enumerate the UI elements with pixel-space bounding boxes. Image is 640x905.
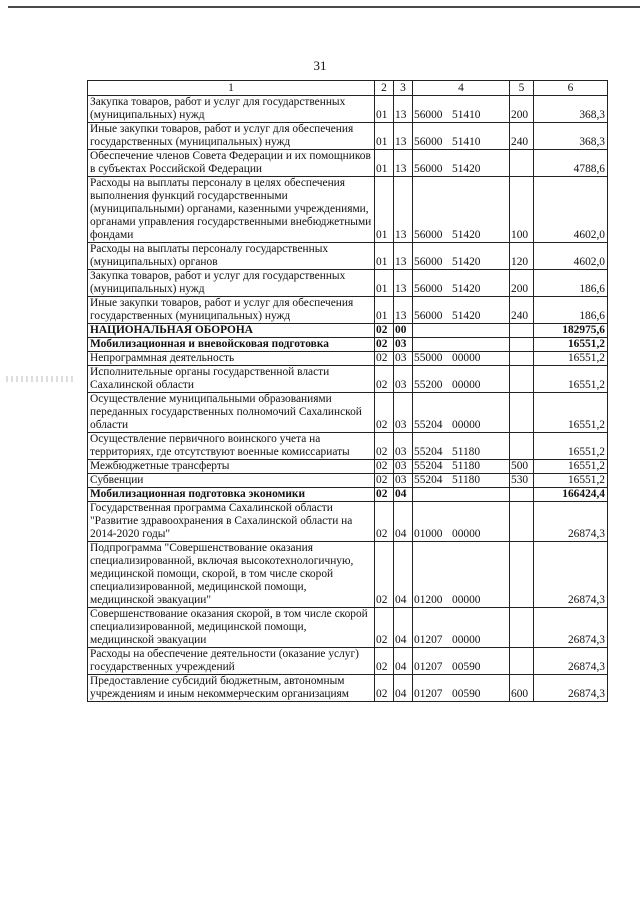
cell-name: Иные закупки товаров, работ и услуг для обеспечения государственных (муниципальных) нужд bbox=[88, 123, 375, 150]
table-row bbox=[88, 366, 608, 393]
cell-expense-type bbox=[510, 648, 534, 675]
target-article-direction: 51180 bbox=[452, 446, 481, 458]
cell-target-article bbox=[413, 366, 510, 393]
target-article-program: 56000 bbox=[414, 109, 443, 121]
cell-expense-type bbox=[510, 488, 534, 502]
cell-amount: 368,3 bbox=[534, 96, 608, 123]
cell-amount: 186,6 bbox=[534, 297, 608, 324]
cell-subsection: 04 bbox=[394, 488, 413, 502]
cell-expense-type bbox=[510, 366, 534, 393]
target-article-program: 55204 bbox=[414, 460, 443, 472]
header-col-1: 1 bbox=[88, 81, 375, 96]
cell-expense-type: 530 bbox=[510, 474, 534, 488]
cell-subsection: 13 bbox=[394, 177, 413, 243]
cell-section: 02 bbox=[375, 542, 394, 608]
cell-subsection: 04 bbox=[394, 675, 413, 702]
cell-section: 01 bbox=[375, 96, 394, 123]
cell-name: Осуществление муниципальными образованиями переданных государственных полномочий Сахалинской области bbox=[88, 393, 375, 433]
cell-section: 01 bbox=[375, 297, 394, 324]
cell-expense-type bbox=[510, 542, 534, 608]
cell-section: 02 bbox=[375, 433, 394, 460]
cell-section: 02 bbox=[375, 352, 394, 366]
cell-target-article bbox=[413, 542, 510, 608]
cell-section: 02 bbox=[375, 502, 394, 542]
cell-name: Расходы на выплаты персоналу государственных (муниципальных) органов bbox=[88, 243, 375, 270]
cell-target-article bbox=[413, 324, 510, 338]
cell-amount: 368,3 bbox=[534, 123, 608, 150]
cell-subsection: 03 bbox=[394, 433, 413, 460]
table-row bbox=[88, 297, 608, 324]
cell-expense-type: 100 bbox=[510, 177, 534, 243]
target-article-program: 56000 bbox=[414, 136, 443, 148]
cell-expense-type bbox=[510, 352, 534, 366]
target-article-program: 56000 bbox=[414, 229, 443, 241]
target-article-program: 01207 bbox=[414, 634, 443, 646]
cell-section: 01 bbox=[375, 177, 394, 243]
cell-amount: 16551,2 bbox=[534, 393, 608, 433]
cell-name: Совершенствование оказания скорой, в том числе скорой специализированной, медицинской помощи, медицинской эвакуации bbox=[88, 608, 375, 648]
header-col-3: 3 bbox=[394, 81, 413, 96]
target-article-program: 56000 bbox=[414, 256, 443, 268]
table-row bbox=[88, 460, 608, 474]
cell-subsection: 03 bbox=[394, 474, 413, 488]
cell-section: 01 bbox=[375, 123, 394, 150]
cell-target-article bbox=[413, 608, 510, 648]
target-article-program: 01000 bbox=[414, 528, 443, 540]
cell-subsection: 04 bbox=[394, 542, 413, 608]
target-article-direction: 00000 bbox=[452, 379, 481, 391]
cell-section: 02 bbox=[375, 324, 394, 338]
cell-expense-type: 240 bbox=[510, 123, 534, 150]
cell-target-article bbox=[413, 433, 510, 460]
cell-target-article bbox=[413, 243, 510, 270]
cell-subsection: 03 bbox=[394, 338, 413, 352]
cell-name: Расходы на обеспечение деятельности (оказание услуг) государственных учреждений bbox=[88, 648, 375, 675]
cell-subsection: 03 bbox=[394, 352, 413, 366]
cell-section: 02 bbox=[375, 366, 394, 393]
cell-subsection: 03 bbox=[394, 393, 413, 433]
cell-section: 02 bbox=[375, 488, 394, 502]
target-article-direction: 51420 bbox=[452, 310, 481, 322]
target-article-direction: 00000 bbox=[452, 419, 481, 431]
target-article-direction: 00000 bbox=[452, 634, 481, 646]
cell-section: 02 bbox=[375, 675, 394, 702]
target-article-program: 56000 bbox=[414, 283, 443, 295]
cell-subsection: 13 bbox=[394, 270, 413, 297]
budget-table bbox=[87, 80, 608, 702]
target-article-direction: 51420 bbox=[452, 229, 481, 241]
target-article-direction: 51180 bbox=[452, 460, 481, 472]
cell-expense-type bbox=[510, 324, 534, 338]
cell-target-article bbox=[413, 177, 510, 243]
cell-section: 01 bbox=[375, 243, 394, 270]
cell-name: Обеспечение членов Совета Федерации и их помощников в субъектах Российской Федерации bbox=[88, 150, 375, 177]
target-article-program: 56000 bbox=[414, 310, 443, 322]
target-article-direction: 51420 bbox=[452, 256, 481, 268]
cell-section: 02 bbox=[375, 338, 394, 352]
table-row bbox=[88, 338, 608, 352]
cell-amount: 4602,0 bbox=[534, 177, 608, 243]
cell-target-article bbox=[413, 96, 510, 123]
cell-amount: 26874,3 bbox=[534, 675, 608, 702]
cell-target-article bbox=[413, 150, 510, 177]
cell-expense-type: 500 bbox=[510, 460, 534, 474]
cell-subsection: 03 bbox=[394, 366, 413, 393]
target-article-program: 01207 bbox=[414, 661, 443, 673]
table-row bbox=[88, 352, 608, 366]
cell-amount: 16551,2 bbox=[534, 338, 608, 352]
cell-expense-type bbox=[510, 338, 534, 352]
table-row bbox=[88, 150, 608, 177]
table-row bbox=[88, 648, 608, 675]
cell-subsection: 13 bbox=[394, 150, 413, 177]
cell-name: Субвенции bbox=[88, 474, 375, 488]
cell-section: 02 bbox=[375, 460, 394, 474]
cell-subsection: 04 bbox=[394, 648, 413, 675]
target-article-program: 55000 bbox=[414, 352, 443, 364]
table-row bbox=[88, 608, 608, 648]
cell-expense-type: 600 bbox=[510, 675, 534, 702]
cell-target-article bbox=[413, 460, 510, 474]
cell-target-article bbox=[413, 675, 510, 702]
cell-name: Подпрограмма "Совершенствование оказания специализированной, включая высокотехнологичную, медицинской помощи, скорой, в том числе скорой специализированной, медицинской помощи, медицинской эвакуации" bbox=[88, 542, 375, 608]
table-header-row bbox=[88, 81, 608, 96]
cell-section: 02 bbox=[375, 608, 394, 648]
cell-name: Межбюджетные трансферты bbox=[88, 460, 375, 474]
table-row bbox=[88, 324, 608, 338]
cell-expense-type: 120 bbox=[510, 243, 534, 270]
budget-table-body bbox=[88, 81, 608, 702]
cell-amount: 16551,2 bbox=[534, 433, 608, 460]
cell-target-article bbox=[413, 393, 510, 433]
cell-amount: 166424,4 bbox=[534, 488, 608, 502]
cell-section: 01 bbox=[375, 150, 394, 177]
cell-amount: 26874,3 bbox=[534, 648, 608, 675]
cell-target-article bbox=[413, 297, 510, 324]
cell-amount: 182975,6 bbox=[534, 324, 608, 338]
cell-target-article bbox=[413, 338, 510, 352]
cell-amount: 16551,2 bbox=[534, 352, 608, 366]
target-article-direction: 00590 bbox=[452, 688, 481, 700]
cell-subsection: 04 bbox=[394, 502, 413, 542]
target-article-program: 55204 bbox=[414, 474, 443, 486]
cell-subsection: 00 bbox=[394, 324, 413, 338]
table-row bbox=[88, 675, 608, 702]
cell-name: Осуществление первичного воинского учета на территориях, где отсутствуют военные комиссариаты bbox=[88, 433, 375, 460]
target-article-direction: 51180 bbox=[452, 474, 481, 486]
target-article-program: 55200 bbox=[414, 379, 443, 391]
target-article-program: 55204 bbox=[414, 419, 443, 431]
cell-expense-type: 200 bbox=[510, 96, 534, 123]
target-article-direction: 00000 bbox=[452, 352, 481, 364]
table-row bbox=[88, 243, 608, 270]
cell-expense-type: 240 bbox=[510, 297, 534, 324]
cell-target-article bbox=[413, 352, 510, 366]
cell-expense-type bbox=[510, 393, 534, 433]
target-article-direction: 00000 bbox=[452, 594, 481, 606]
cell-section: 02 bbox=[375, 648, 394, 675]
cell-subsection: 13 bbox=[394, 96, 413, 123]
target-article-program: 55204 bbox=[414, 446, 443, 458]
cell-expense-type: 200 bbox=[510, 270, 534, 297]
cell-subsection: 04 bbox=[394, 608, 413, 648]
top-border-line bbox=[8, 6, 640, 8]
cell-expense-type bbox=[510, 502, 534, 542]
cell-section: 01 bbox=[375, 270, 394, 297]
table-row bbox=[88, 393, 608, 433]
cell-name: Иные закупки товаров, работ и услуг для обеспечения государственных (муниципальных) нужд bbox=[88, 297, 375, 324]
target-article-program: 56000 bbox=[414, 163, 443, 175]
cell-subsection: 13 bbox=[394, 297, 413, 324]
page-number: 31 bbox=[313, 58, 327, 73]
table-row bbox=[88, 502, 608, 542]
cell-name: Предоставление субсидий бюджетным, автономным учреждениям и иным некоммерческим организациям bbox=[88, 675, 375, 702]
cell-name: Закупка товаров, работ и услуг для государственных (муниципальных) нужд bbox=[88, 270, 375, 297]
cell-target-article bbox=[413, 488, 510, 502]
cell-name: Мобилизационная подготовка экономики bbox=[88, 488, 375, 502]
target-article-direction: 51410 bbox=[452, 109, 481, 121]
table-row bbox=[88, 270, 608, 297]
target-article-direction: 51410 bbox=[452, 136, 481, 148]
cell-name: Непрограммная деятельность bbox=[88, 352, 375, 366]
cell-name: Мобилизационная и вневойсковая подготовка bbox=[88, 338, 375, 352]
cell-expense-type bbox=[510, 608, 534, 648]
target-article-direction: 51420 bbox=[452, 283, 481, 295]
target-article-direction: 00000 bbox=[452, 528, 481, 540]
target-article-direction: 00590 bbox=[452, 661, 481, 673]
cell-target-article bbox=[413, 648, 510, 675]
table-row bbox=[88, 177, 608, 243]
table-row bbox=[88, 542, 608, 608]
cell-name: Исполнительные органы государственной власти Сахалинской области bbox=[88, 366, 375, 393]
cell-section: 02 bbox=[375, 393, 394, 433]
cell-target-article bbox=[413, 502, 510, 542]
cell-amount: 16551,2 bbox=[534, 474, 608, 488]
target-article-program: 01200 bbox=[414, 594, 443, 606]
header-col-5: 5 bbox=[510, 81, 534, 96]
cell-amount: 26874,3 bbox=[534, 608, 608, 648]
cell-name: Закупка товаров, работ и услуг для государственных (муниципальных) нужд bbox=[88, 96, 375, 123]
cell-expense-type bbox=[510, 150, 534, 177]
table-row bbox=[88, 433, 608, 460]
target-article-direction: 51420 bbox=[452, 163, 481, 175]
cell-amount: 4788,6 bbox=[534, 150, 608, 177]
cell-amount: 4602,0 bbox=[534, 243, 608, 270]
header-col-4: 4 bbox=[413, 81, 510, 96]
cell-subsection: 03 bbox=[394, 460, 413, 474]
table-row bbox=[88, 474, 608, 488]
scan-artifact bbox=[6, 376, 76, 382]
cell-subsection: 13 bbox=[394, 123, 413, 150]
cell-expense-type bbox=[510, 433, 534, 460]
cell-name: Государственная программа Сахалинской области "Развитие здравоохранения в Сахалинской области на 2014-2020 годы" bbox=[88, 502, 375, 542]
table-row bbox=[88, 123, 608, 150]
cell-section: 02 bbox=[375, 474, 394, 488]
cell-amount: 26874,3 bbox=[534, 542, 608, 608]
header-col-2: 2 bbox=[375, 81, 394, 96]
cell-target-article bbox=[413, 270, 510, 297]
cell-amount: 186,6 bbox=[534, 270, 608, 297]
target-article-program: 01207 bbox=[414, 688, 443, 700]
budget-table-container bbox=[87, 80, 607, 702]
cell-target-article bbox=[413, 474, 510, 488]
cell-amount: 16551,2 bbox=[534, 460, 608, 474]
table-row bbox=[88, 488, 608, 502]
cell-target-article bbox=[413, 123, 510, 150]
cell-name: Расходы на выплаты персоналу в целях обеспечения выполнения функций государственными (муниципальными) органами, казенными учреждениями, органами управления государственными внебюджетными фондами bbox=[88, 177, 375, 243]
table-row bbox=[88, 96, 608, 123]
cell-name: НАЦИОНАЛЬНАЯ ОБОРОНА bbox=[88, 324, 375, 338]
header-col-6: 6 bbox=[534, 81, 608, 96]
cell-subsection: 13 bbox=[394, 243, 413, 270]
cell-amount: 26874,3 bbox=[534, 502, 608, 542]
cell-amount: 16551,2 bbox=[534, 366, 608, 393]
